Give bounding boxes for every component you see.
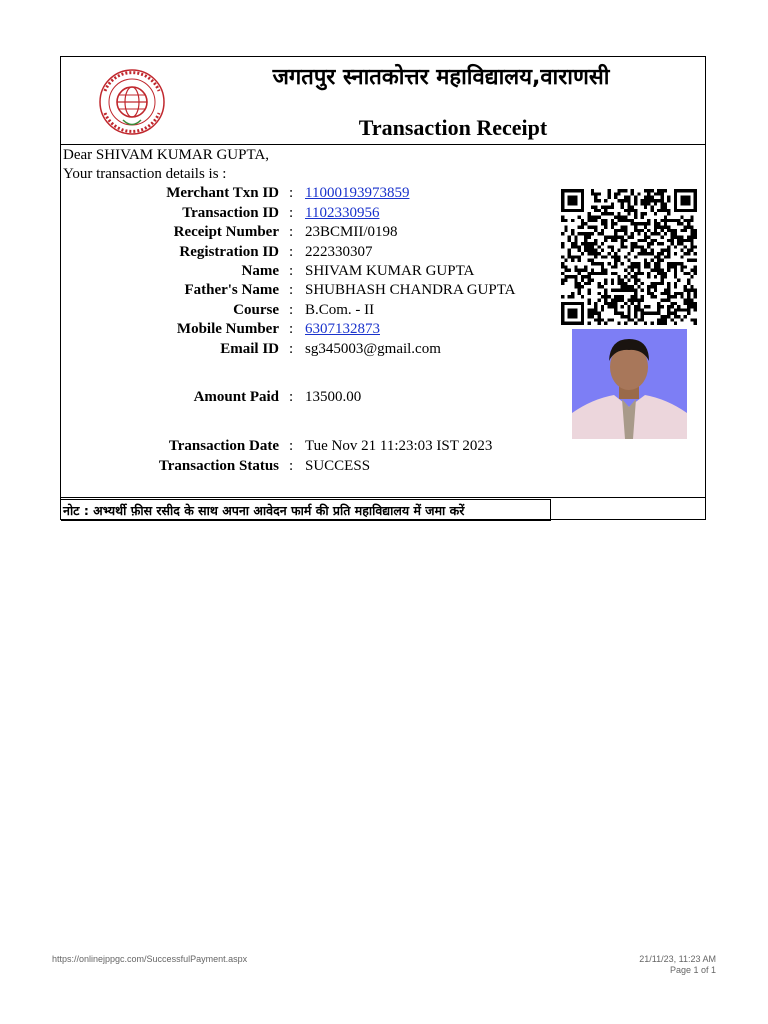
receipt-title: Transaction Receipt — [358, 115, 548, 140]
footer-page-number: Page 1 of 1 — [669, 965, 716, 975]
field-value: Tue Nov 21 11:23:03 IST 2023 — [305, 438, 493, 454]
field-separator: : — [289, 263, 294, 279]
field-value: SUCCESS — [305, 458, 371, 474]
footer-url: https://onlinejppgc.com/SuccessfulPayment.aspx — [52, 954, 248, 964]
greeting-intro: Your transaction details is : — [63, 166, 227, 182]
field-value: 23BCMII/0198 — [305, 224, 398, 240]
field-value: sg345003@gmail.com — [305, 341, 441, 357]
college-name: जगतपुर स्नातकोत्तर महाविद्यालय,वाराणसी — [272, 65, 610, 90]
field-label: Transaction ID — [182, 205, 279, 221]
mobile-number-link[interactable]: 6307132873 — [305, 321, 380, 337]
field-label: Amount Paid — [193, 389, 279, 405]
field-value: B.Com. - II — [305, 302, 375, 318]
qr-code — [557, 189, 701, 325]
field-value: SHIVAM KUMAR GUPTA — [305, 263, 475, 279]
merchant-txn-id-link[interactable]: 11000193973859 — [305, 185, 410, 201]
field-value: 222330307 — [305, 244, 373, 260]
field-separator: : — [289, 458, 294, 474]
field-separator: : — [289, 205, 294, 221]
footer-datetime: 21/11/23, 11:23 AM — [639, 954, 716, 964]
field-separator: : — [289, 244, 294, 260]
field-label: Father's Name — [184, 282, 279, 298]
field-value: SHUBHASH CHANDRA GUPTA — [305, 282, 516, 298]
field-label: Receipt Number — [173, 224, 279, 240]
receipt-header — [61, 57, 705, 145]
greeting-dear: Dear SHIVAM KUMAR GUPTA, — [63, 147, 270, 163]
field-separator: : — [289, 321, 294, 337]
field-separator: : — [289, 389, 294, 405]
submission-note: नोट : अभ्यर्थी फ़ीस रसीद के साथ अपना आवेदन फार्म की प्रति महाविद्यालय में जमा करें — [61, 499, 551, 521]
field-separator: : — [289, 282, 294, 298]
student-photo — [572, 329, 687, 439]
field-separator: : — [289, 438, 294, 454]
field-label: Transaction Status — [158, 458, 279, 474]
field-label: Name — [241, 263, 279, 279]
note-divider — [61, 497, 705, 498]
college-logo — [95, 69, 169, 135]
student-photo-figure — [572, 329, 687, 439]
field-separator: : — [289, 224, 294, 240]
field-value: 13500.00 — [305, 389, 362, 405]
transaction-receipt — [60, 56, 706, 520]
footer-datetime-page — [639, 954, 716, 976]
field-label: Transaction Date — [168, 438, 279, 454]
field-label: Mobile Number — [176, 321, 279, 337]
qr-modules — [561, 189, 697, 325]
field-label: Merchant Txn ID — [166, 185, 279, 201]
field-separator: : — [289, 185, 294, 201]
field-separator: : — [289, 302, 294, 318]
field-separator: : — [289, 341, 294, 357]
transaction-id-link[interactable]: 1102330956 — [305, 205, 380, 221]
field-label: Course — [233, 302, 279, 318]
field-label: Email ID — [220, 341, 279, 357]
field-label: Registration ID — [179, 244, 279, 260]
